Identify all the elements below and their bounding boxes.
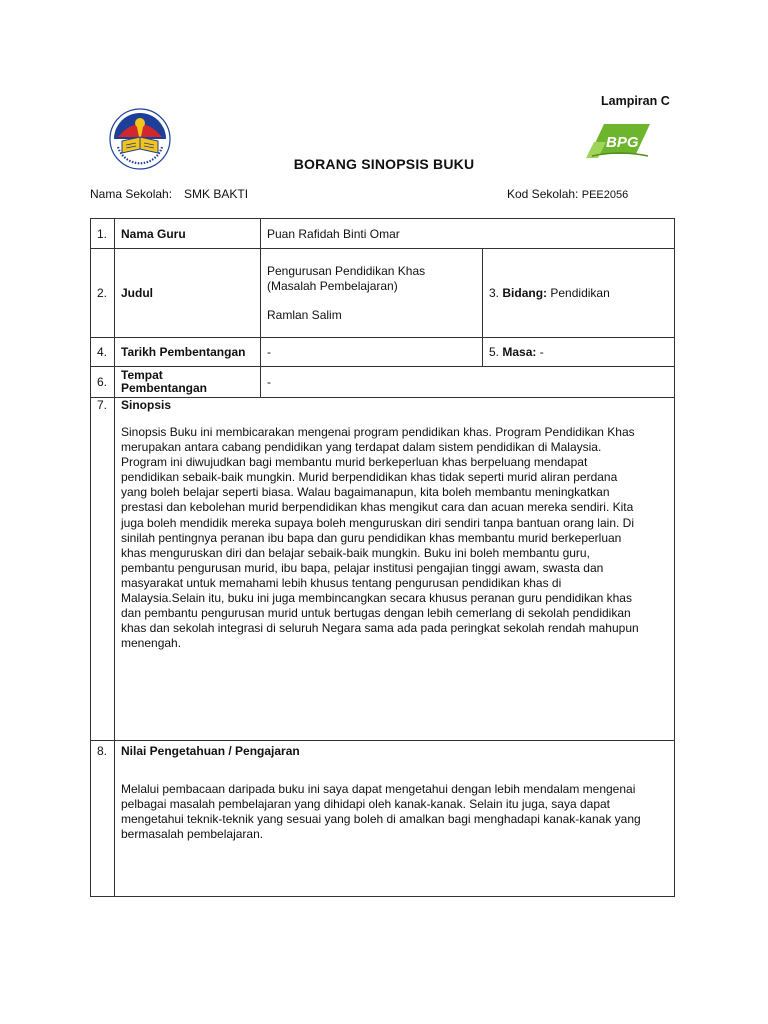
synopsis-text xyxy=(121,425,668,651)
venue-value: - xyxy=(261,367,675,398)
venue-label xyxy=(115,367,261,398)
knowledge-value-text xyxy=(121,782,668,842)
appendix-label: Lampiran C xyxy=(601,94,670,108)
school-name-value: SMK BAKTI xyxy=(184,187,249,201)
synopsis-line: dan pembantu pengurusan murid untuk bertugas dengan lebih cemerlang di sekolah pendidikan xyxy=(121,606,631,621)
venue-label-line: Tempat xyxy=(121,368,163,382)
table-row xyxy=(91,219,675,249)
presentation-date-value: - xyxy=(261,338,483,367)
synopsis-line: juga boleh mendidik mereka supaya boleh menguruskan diri sendiri tanpa bantuan orang lain. Di xyxy=(121,515,634,530)
synopsis-line: Program ini diwujudkan bagi membantu murid berkeperluan khas berpeluang mendapat xyxy=(121,455,588,470)
synopsis-line: pendidikan sebaik-baik mungkin. Murid berpendidikan khas tidak seperti murid aliran perdana xyxy=(121,470,618,485)
bpg-logo-icon xyxy=(584,120,654,160)
row-number: 4. xyxy=(91,338,115,367)
synopsis-line: pembantu pengurusan murid, ibu bapa, pelajar institusi pengajian tinggi awam, swasta dan xyxy=(121,560,604,575)
synopsis-line: prestasi dan kebolehan murid berpendidikan khas mengikut cara dan acuan mereka sendiri. Kita xyxy=(121,500,634,515)
book-title-line: (Masalah Pembelajaran) xyxy=(267,278,398,293)
teacher-name-label: Nama Guru xyxy=(115,219,261,249)
svg-text:BPG: BPG xyxy=(606,134,639,151)
teacher-name-value: Puan Rafidah Binti Omar xyxy=(261,219,675,249)
table-row xyxy=(91,338,675,367)
school-name xyxy=(90,187,248,201)
synopsis-line: yang boleh belajar seperti biasa. Walau bagaimanapun, kita boleh membantu meningkatkan xyxy=(121,485,610,500)
book-title-line: Pengurusan Pendidikan Khas xyxy=(267,263,426,278)
row-number: 8. xyxy=(91,741,115,897)
row-number: 7. xyxy=(91,398,115,741)
presentation-date-label: Tarikh Pembentangan xyxy=(115,338,261,367)
book-title-cell xyxy=(261,249,483,338)
school-name-label: Nama Sekolah: xyxy=(90,187,173,201)
row-number: 2. xyxy=(91,249,115,338)
synopsis-form-table xyxy=(90,218,675,897)
synopsis-line: khas menguruskan diri dan belajar sebaik-baik mungkin. Buku ini boleh membantu guru, xyxy=(121,545,590,560)
synopsis-line: merupakan antara cabang pendidikan yang terdapat dalam sistem pendidikan di Malaysia. xyxy=(121,440,602,455)
knowledge-line: pelbagai masalah pembelajaran yang dihidapi oleh kanak-kanak. Selain itu juga, saya dapat xyxy=(121,797,610,812)
row-number: 6. xyxy=(91,367,115,398)
synopsis-line: sinilah pentingnya peranan ibu bapa dan guru pendidikan khas membantu murid berkeperluan xyxy=(121,530,622,545)
table-row xyxy=(91,398,675,741)
book-author: Ramlan Salim xyxy=(267,307,342,322)
time-cell xyxy=(483,338,675,367)
field-cell xyxy=(483,249,675,338)
table-row xyxy=(91,741,675,897)
table-row xyxy=(91,249,675,338)
knowledge-line: bermasalah pembelajaran. xyxy=(121,827,264,842)
field-number: 3. xyxy=(489,286,500,300)
book-title-label: Judul xyxy=(115,249,261,338)
field-label: Bidang: xyxy=(502,286,548,300)
synopsis-cell xyxy=(115,398,675,741)
venue-label-line: Pembentangan xyxy=(121,381,208,395)
knowledge-value-label: Nilai Pengetahuan / Pengajaran xyxy=(121,744,300,758)
school-code-value: PEE2056 xyxy=(581,189,629,201)
knowledge-value-cell xyxy=(115,741,675,897)
form-title: BORANG SINOPSIS BUKU xyxy=(293,156,475,172)
row-number: 1. xyxy=(91,219,115,249)
synopsis-line: Sinopsis Buku ini membicarakan mengenai program pendidikan khas. Program Pendidikan Khas xyxy=(121,425,635,439)
synopsis-line: Malaysia.Selain itu, buku ini juga membincangkan secara khusus peranan guru pendidikan khas xyxy=(121,591,632,606)
school-code-label: Kod Sekolah: xyxy=(507,187,579,201)
synopsis-label: Sinopsis xyxy=(121,398,172,412)
field-value: Pendidikan xyxy=(550,286,610,300)
knowledge-line: Melalui pembacaan daripada buku ini saya dapat mengetahui dengan lebih mendalam mengenai xyxy=(121,782,636,796)
time-number: 5. xyxy=(489,345,500,359)
school-code xyxy=(507,187,628,201)
synopsis-line: menengah. xyxy=(121,636,182,651)
table-row xyxy=(91,367,675,398)
synopsis-line: khas dan sekolah integrasi di seluruh Negara sama ada pada peringkat sekolah rendah mahupun xyxy=(121,621,639,636)
knowledge-line: mengetahui teknik-teknik yang sesuai yang boleh di amalkan bagi menghadapi kanak-kanak yang xyxy=(121,812,641,827)
synopsis-line: masyarakat untuk memahami lebih khusus tentang pengurusan pendidikan khas di xyxy=(121,575,562,590)
time-value: - xyxy=(539,345,544,359)
time-label: Masa: xyxy=(502,345,537,359)
